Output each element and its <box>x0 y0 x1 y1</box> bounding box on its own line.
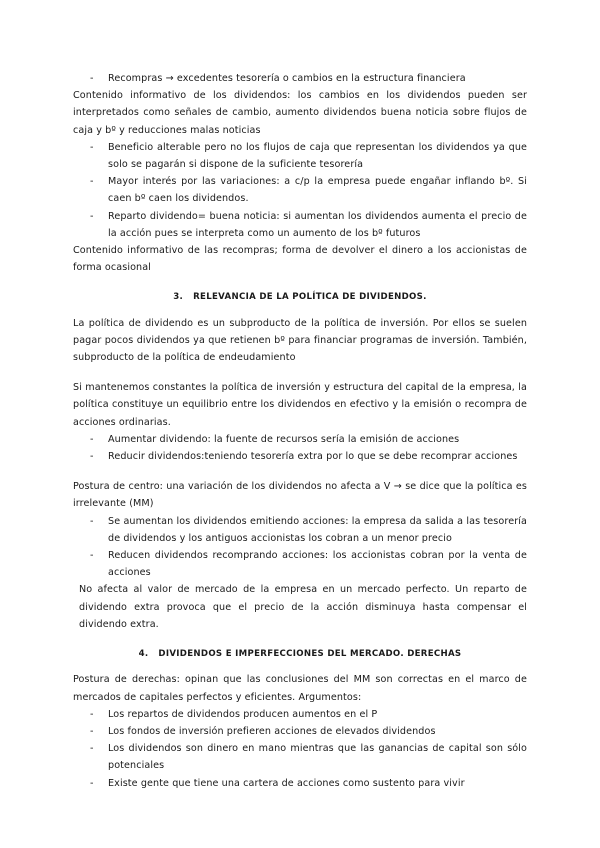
section-heading <box>73 289 527 306</box>
list-item: - Se aumentan los dividendos emitiendo acciones: la empresa da salida a las tesorería de dividendos y los antiguos accionistas los cobran a un menor precio <box>73 513 527 547</box>
list-item: - Reducir dividendos:teniendo tesorería extra por lo que se debe recomprar acciones <box>73 448 527 465</box>
list-item: - Mayor interés por las variaciones: a c/p la empresa puede engañar inflando bº. Si caen bº caen los dividendos. <box>73 173 527 207</box>
bullet-list <box>73 706 527 792</box>
paragraph: Postura de centro: una variación de los dividendos no afecta a V → se dice que la política es irrelevante (MM) <box>73 481 527 510</box>
bullet-marker: - <box>90 725 94 737</box>
bullet-marker: - <box>90 515 94 527</box>
bullet-marker: - <box>90 176 94 188</box>
bullet-marker: - <box>90 451 94 463</box>
paragraph: Contenido informativo de las recompras; forma de devolver el dinero a los accionistas de forma ocasional <box>73 245 527 274</box>
paragraph: Si mantenemos constantes la política de inversión y estructura del capital de la empresa, la política constituye un equilibrio entre los dividendos en efectivo y la emisión o recompra de acciones ordinarias. <box>73 382 527 428</box>
list-item: - Reducen dividendos recomprando acciones: los accionistas cobran por la venta de acciones <box>73 547 527 581</box>
section-title: RELEVANCIA DE LA POLÍTICA DE DIVIDENDOS. <box>193 292 427 303</box>
bullet-marker: - <box>90 210 94 222</box>
bullet-marker: - <box>90 550 94 562</box>
bullet-marker: - <box>90 141 94 153</box>
bullet-list <box>73 513 527 582</box>
paragraph: Contenido informativo de los dividendos: los cambios en los dividendos pueden ser interpretados como señales de cambio, aumento dividendos buena noticia sobre flujos de caja y bº y reducciones malas noticias <box>73 90 527 136</box>
bullet-marker: - <box>90 777 94 789</box>
document-body <box>73 70 527 792</box>
bullet-marker: - <box>90 743 94 755</box>
paragraph: No afecta al valor de mercado de la empresa en un mercado perfecto. Un reparto de dividendo extra provoca que el precio de la acción disminuya hasta compensar el dividendo extra. <box>79 584 527 630</box>
section-number: 3. <box>173 292 184 303</box>
section-title: DIVIDENDOS E IMPERFECCIONES DEL MERCADO. DERECHAS <box>158 649 462 660</box>
bullet-marker: - <box>90 708 94 720</box>
bullet-marker: - <box>90 433 94 445</box>
list-item: - Existe gente que tiene una cartera de acciones como sustento para vivir <box>73 775 527 792</box>
list-item: - Beneficio alterable pero no los flujos de caja que representan los dividendos ya que solo se pagarán si dispone de la suficiente tesorería <box>73 139 527 173</box>
list-item: - Reparto dividendo= buena noticia: si aumentan los dividendos aumenta el precio de la acción pues se interpreta como un aumento de los bº futuros <box>73 208 527 242</box>
section-number: 4. <box>138 649 149 660</box>
list-item: - Recompras → excedentes tesorería o cambios en la estructura financiera <box>73 70 527 87</box>
paragraph: La política de dividendo es un subproducto de la política de inversión. Por ellos se suelen pagar pocos dividendos ya que retienen bº para financiar programas de inversión. También, subproducto de la política de endeudamiento <box>73 317 527 364</box>
bullet-list <box>73 139 527 242</box>
list-item: - Los repartos de dividendos producen aumentos en el P <box>73 706 527 723</box>
bullet-marker: - <box>90 73 94 84</box>
paragraph: Postura de derechas: opinan que las conclusiones del MM son correctas en el marco de mercados de capitales perfectos y eficientes. Argumentos: <box>73 674 527 703</box>
section-heading <box>73 646 527 663</box>
list-item: - Los fondos de inversión prefieren acciones de elevados dividendos <box>73 723 527 740</box>
bullet-list <box>73 431 527 465</box>
list-item: - Los dividendos son dinero en mano mientras que las ganancias de capital son sólo potenciales <box>73 740 527 774</box>
list-item: - Aumentar dividendo: la fuente de recursos sería la emisión de acciones <box>73 431 527 448</box>
bullet-list-top <box>73 70 527 87</box>
